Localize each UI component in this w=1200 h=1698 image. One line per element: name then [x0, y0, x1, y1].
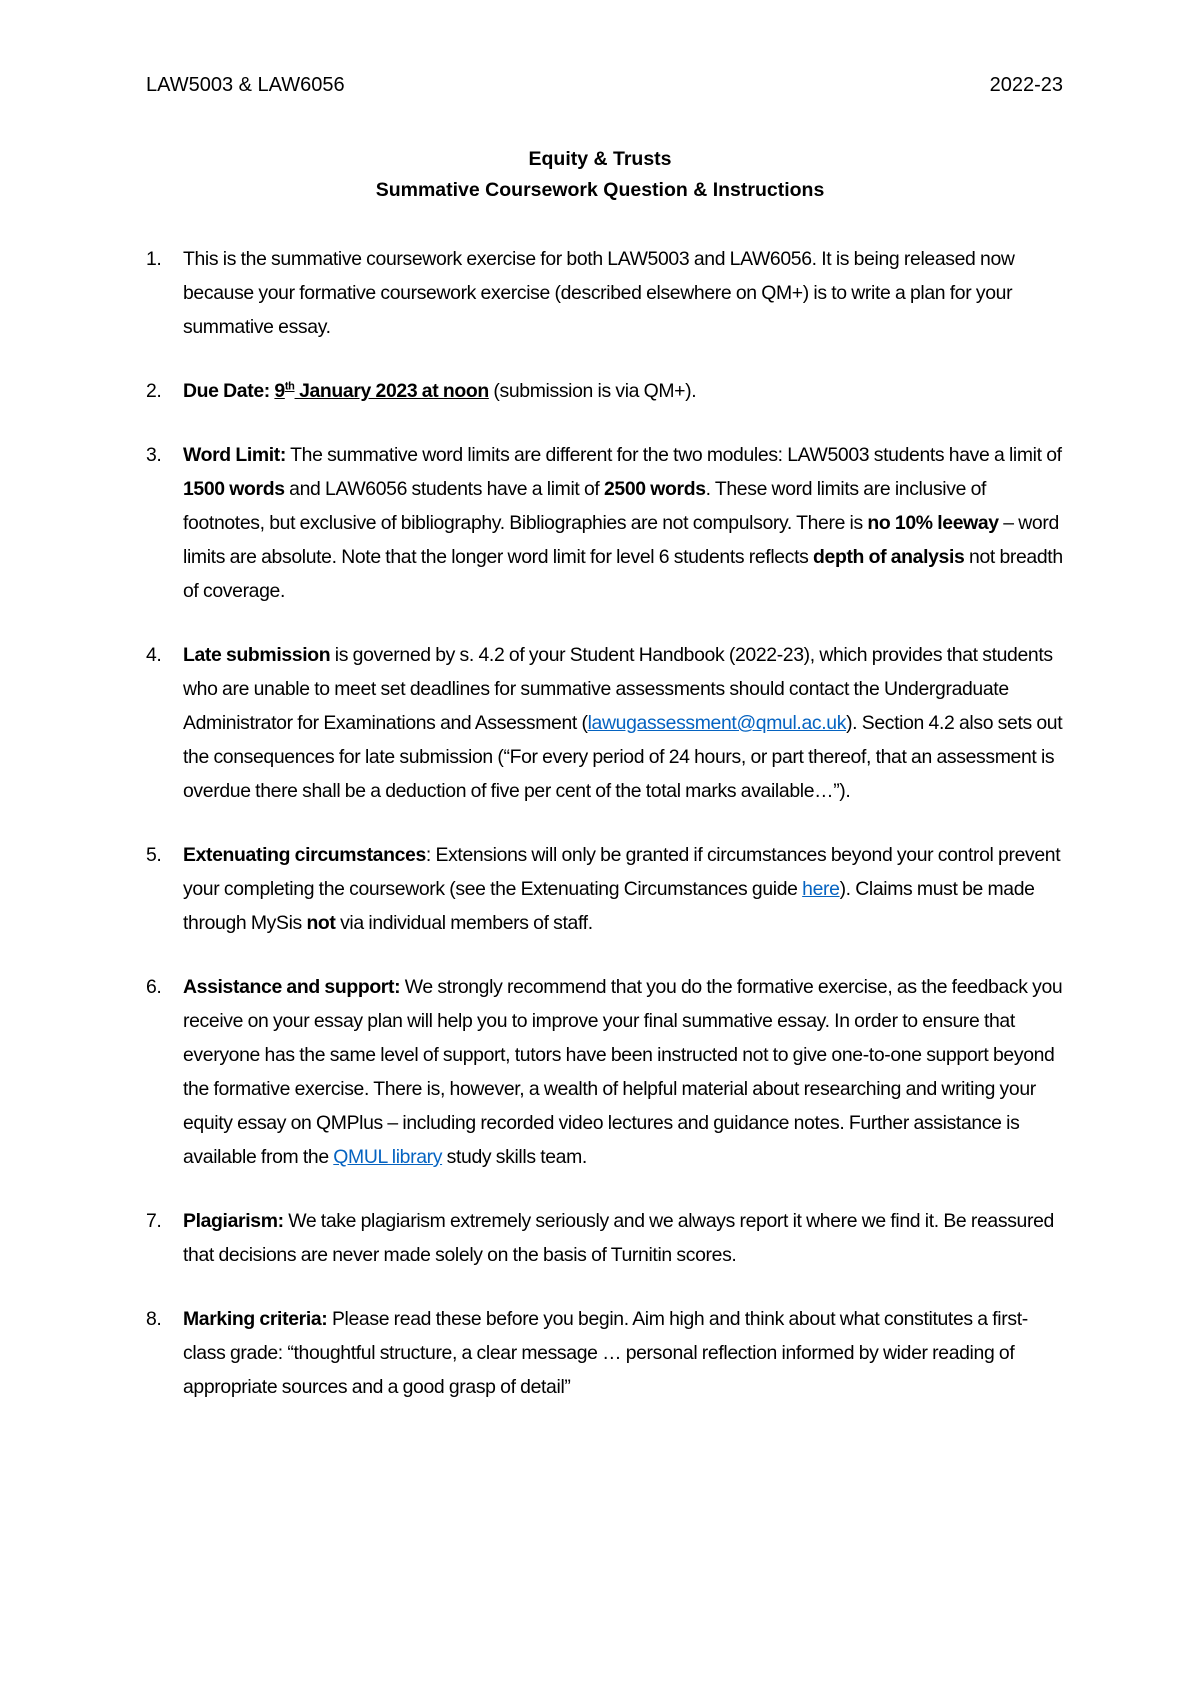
body-text: We strongly recommend that you do the formative exercise, as the feedback you receive on your essay plan will help you to improve your final summative essay. In order to ensure that everyone has the same level of support, tutors have been instructed not to give one-to-one support beyond the formative exercise. There is, however, a wealth of helpful material about researching and writing your equity essay on QMPlus – including recorded video lectures and guidance notes. Further assistance is available from the: [183, 976, 1063, 1168]
body-text: ). Claims must be made through MySis: [183, 878, 1035, 934]
body-text: . These word limits are inclusive of footnotes, but exclusive of bibliography. Bibliographies are not compulsory. There is: [183, 478, 987, 534]
bold-text: Marking criteria:: [183, 1308, 328, 1330]
document-subtitle: Summative Coursework Question & Instructions: [375, 179, 825, 201]
body-text: is governed by s. 4.2 of your Student Handbook (2022-23), which provides that students who are unable to meet set deadlines for summative assessments should contact the Undergraduate Administrator for Examinations and Assessment (: [183, 644, 1053, 734]
bold-text: not: [306, 912, 336, 934]
body-text: study skills team.: [442, 1146, 587, 1168]
body-text: – word limits are absolute. Note that the longer word limit for level 6 students reflects: [183, 512, 1059, 568]
bold-text: 2500 words: [604, 478, 706, 500]
instruction-item: [146, 1302, 1063, 1404]
instruction-item: [146, 438, 1063, 608]
bold-text: Word Limit:: [183, 444, 286, 466]
bold-text: January 2023 at noon: [294, 380, 489, 402]
instruction-item: [146, 1204, 1063, 1272]
bold-text: depth of analysis: [813, 546, 965, 568]
body-text: and LAW6056 students have a limit of: [284, 478, 604, 500]
document-title: Equity & Trusts: [528, 148, 672, 170]
bold-text: Due Date:: [183, 380, 270, 402]
body-text: The summative word limits are different for the two modules: LAW5003 students have a limit of: [286, 444, 1062, 466]
item-number: 8.: [146, 1308, 162, 1330]
item-number: 7.: [146, 1210, 162, 1232]
instruction-item: [146, 970, 1063, 1174]
body-text: : Extensions will only be granted if circumstances beyond your control prevent your completing the coursework (see the Extenuating Circumstances guide: [183, 844, 1061, 900]
bold-text: Late submission: [183, 644, 331, 666]
item-number: 3.: [146, 444, 162, 466]
instructions-list: [146, 242, 1063, 1434]
item-number: 1.: [146, 248, 162, 270]
bold-text: no 10% leeway: [867, 512, 999, 534]
instruction-item: [146, 838, 1063, 940]
body-text: (submission is via QM+).: [488, 380, 697, 402]
body-text: via individual members of staff.: [335, 912, 593, 934]
superscript-text: th: [284, 380, 295, 393]
header-academic-year: 2022-23: [989, 74, 1063, 96]
item-number: 5.: [146, 844, 162, 866]
instruction-item: [146, 374, 1063, 408]
instruction-item: [146, 638, 1063, 808]
link[interactable]: here: [802, 878, 840, 900]
body-text: not breadth of coverage.: [183, 546, 1063, 602]
body-text: Please read these before you begin. Aim high and think about what constitutes a first-class grade: “thoughtful structure, a clear message … personal reflection informed by wider reading of appropriate sources and a good grasp of detail”: [183, 1308, 1028, 1398]
bold-text: Plagiarism:: [183, 1210, 284, 1232]
link[interactable]: QMUL library: [333, 1146, 443, 1168]
header-course-codes: LAW5003 & LAW6056: [146, 74, 345, 96]
body-text: We take plagiarism extremely seriously and we always report it where we find it. Be reassured that decisions are never made solely on the basis of Turnitin scores.: [183, 1210, 1054, 1266]
item-number: 4.: [146, 644, 162, 666]
item-number: 6.: [146, 976, 162, 998]
bold-text: Assistance and support:: [183, 976, 401, 998]
item-number: 2.: [146, 380, 162, 402]
link[interactable]: lawugassessment@qmul.ac.uk: [587, 712, 847, 734]
bold-text: 9: [274, 380, 285, 402]
instruction-item: [146, 242, 1063, 344]
bold-text: Extenuating circumstances: [183, 844, 426, 866]
body-text: ). Section 4.2 also sets out the consequences for late submission (“For every period of 24 hours, or part thereof, that an assessment is overdue there shall be a deduction of five per cent of the total marks available…”).: [183, 712, 1063, 802]
bold-text: 1500 words: [183, 478, 285, 500]
body-text: This is the summative coursework exercise for both LAW5003 and LAW6056. It is being released now because your formative coursework exercise (described elsewhere on QM+) is to write a plan for your summative essay.: [183, 248, 1015, 338]
